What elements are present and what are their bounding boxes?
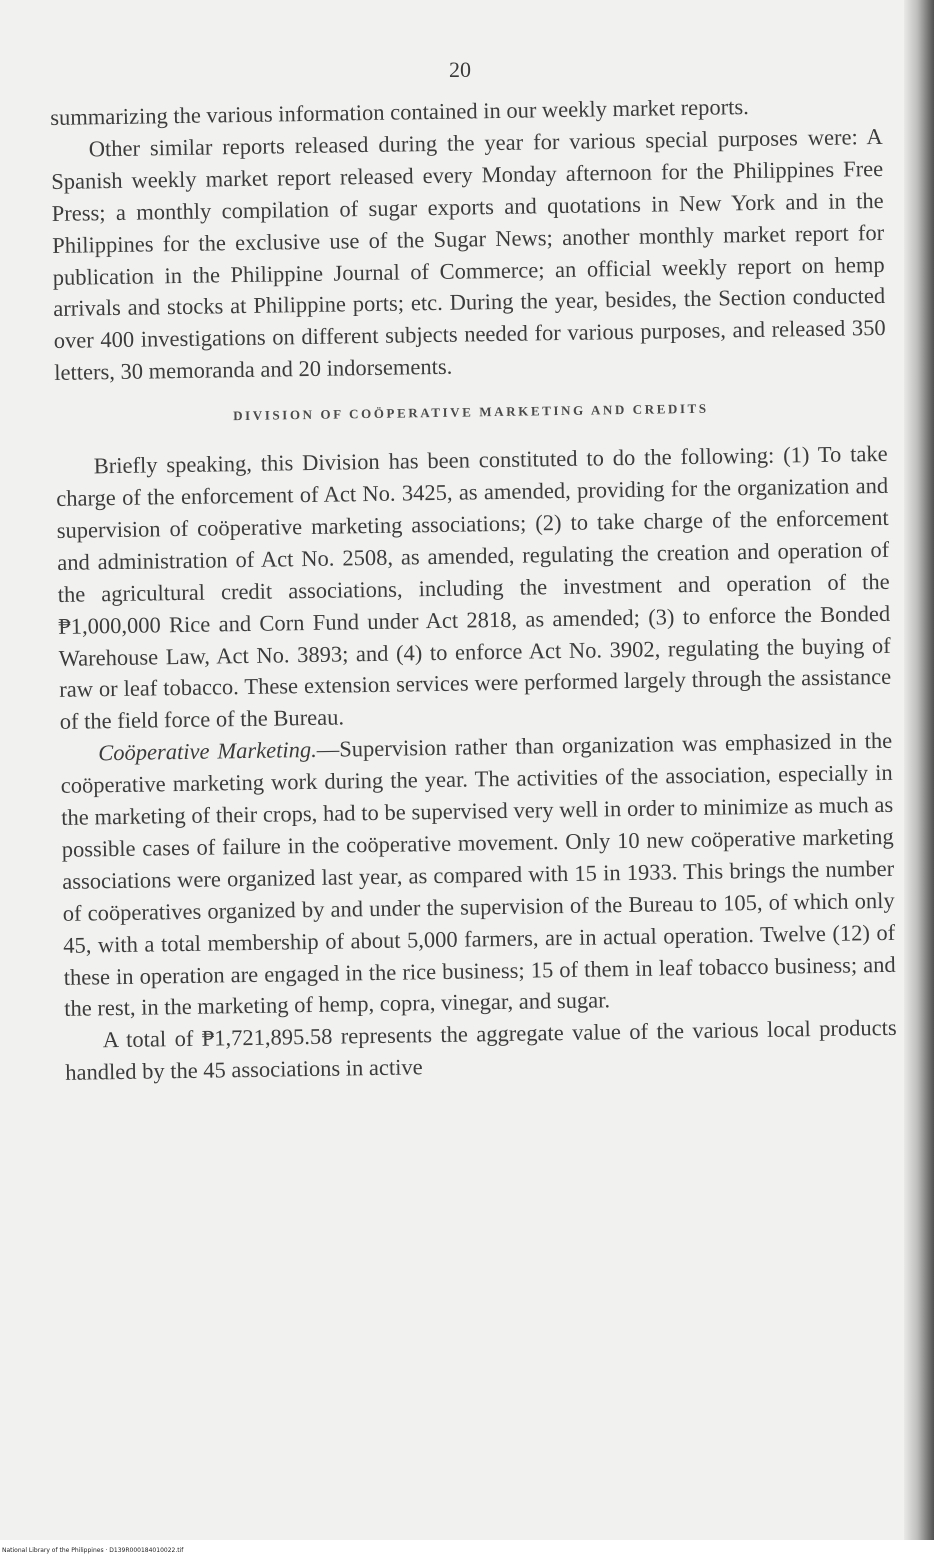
paragraph-other-reports: Other similar reports released during the year for various special purposes were: A Spanish weekly market report released every Monday afternoon for the Philippines Free Press; a monthly compilation of sugar exports and quotations in New York and in the Philippines for the exclusive use of the Sugar News; another monthly market report for publication in the Philippine Journal of Commerce; an official weekly report on hemp arrivals and stocks at Philippine ports; etc. During the year, besides, the Section conducted over 400 investigations on different subjects needed for various purposes, and released 350 letters, 30 memoranda and 20 indorsements. [51, 123, 886, 386]
paragraph-aggregate-value: A total of ₱1,721,895.58 represents the aggregate value of the various local products handled by the 45 associations in active [65, 1015, 897, 1086]
paragraph-cooperative-marketing [60, 725, 896, 1025]
page-body [50, 89, 897, 1089]
subsection-lead: Coöperative Marketing. [98, 737, 317, 766]
page-number: 20 [449, 57, 471, 82]
section-heading: DIVISION OF COÖPERATIVE MARKETING AND CREDITS [233, 400, 709, 424]
page-edge-shadow [904, 0, 934, 1556]
paragraph-division-duties: Briefly speaking, this Division has been constituted to do the following: (1) To take charge of the enforcement of Act No. 3425, as amended, providing for the organization and supervision of coöperative marketing associations; (2) to take charge of the enforcement and administration of Act No. 2508, as amended, regulating the creation and operation of the agricultural credit associations, including the investment and operation of the ₱1,000,000 Rice and Corn Fund under Act 2818, as amended; (3) to enforce the Bonded Warehouse Law, Act No. 3893; and (4) to enforce Act No. 3902, regulating the buying of raw or leaf tobacco. These extension services were performed largely through the assistance of the field force of the Bureau. [56, 440, 892, 735]
paragraph-continuation: summarizing the various information contained in our weekly market reports. [50, 94, 749, 130]
scan-credit: National Library of the Philippines · D139R000184010022.tif [2, 1547, 184, 1554]
subsection-text: —Supervision rather than organization was emphasized in the coöperative marketing work during the year. The activities of the association, especially in the marketing of their crops, had to be supervised very well in order to minimize as much as possible cases of failure in the coöperative movement. Only 10 new coöperative marketing associations were organized last year, as compared with 15 in 1933. This brings the number of coöperatives organized by and under the supervision of the Bureau to 105, of which only 45, with a total membership of about 5,000 farmers, are in actual operation. Twelve (12) of these in operation are engaged in the rice business; 15 of them in leaf tobacco business; and the rest, in the marketing of hemp, copra, vinegar, and sugar. [60, 728, 896, 1022]
